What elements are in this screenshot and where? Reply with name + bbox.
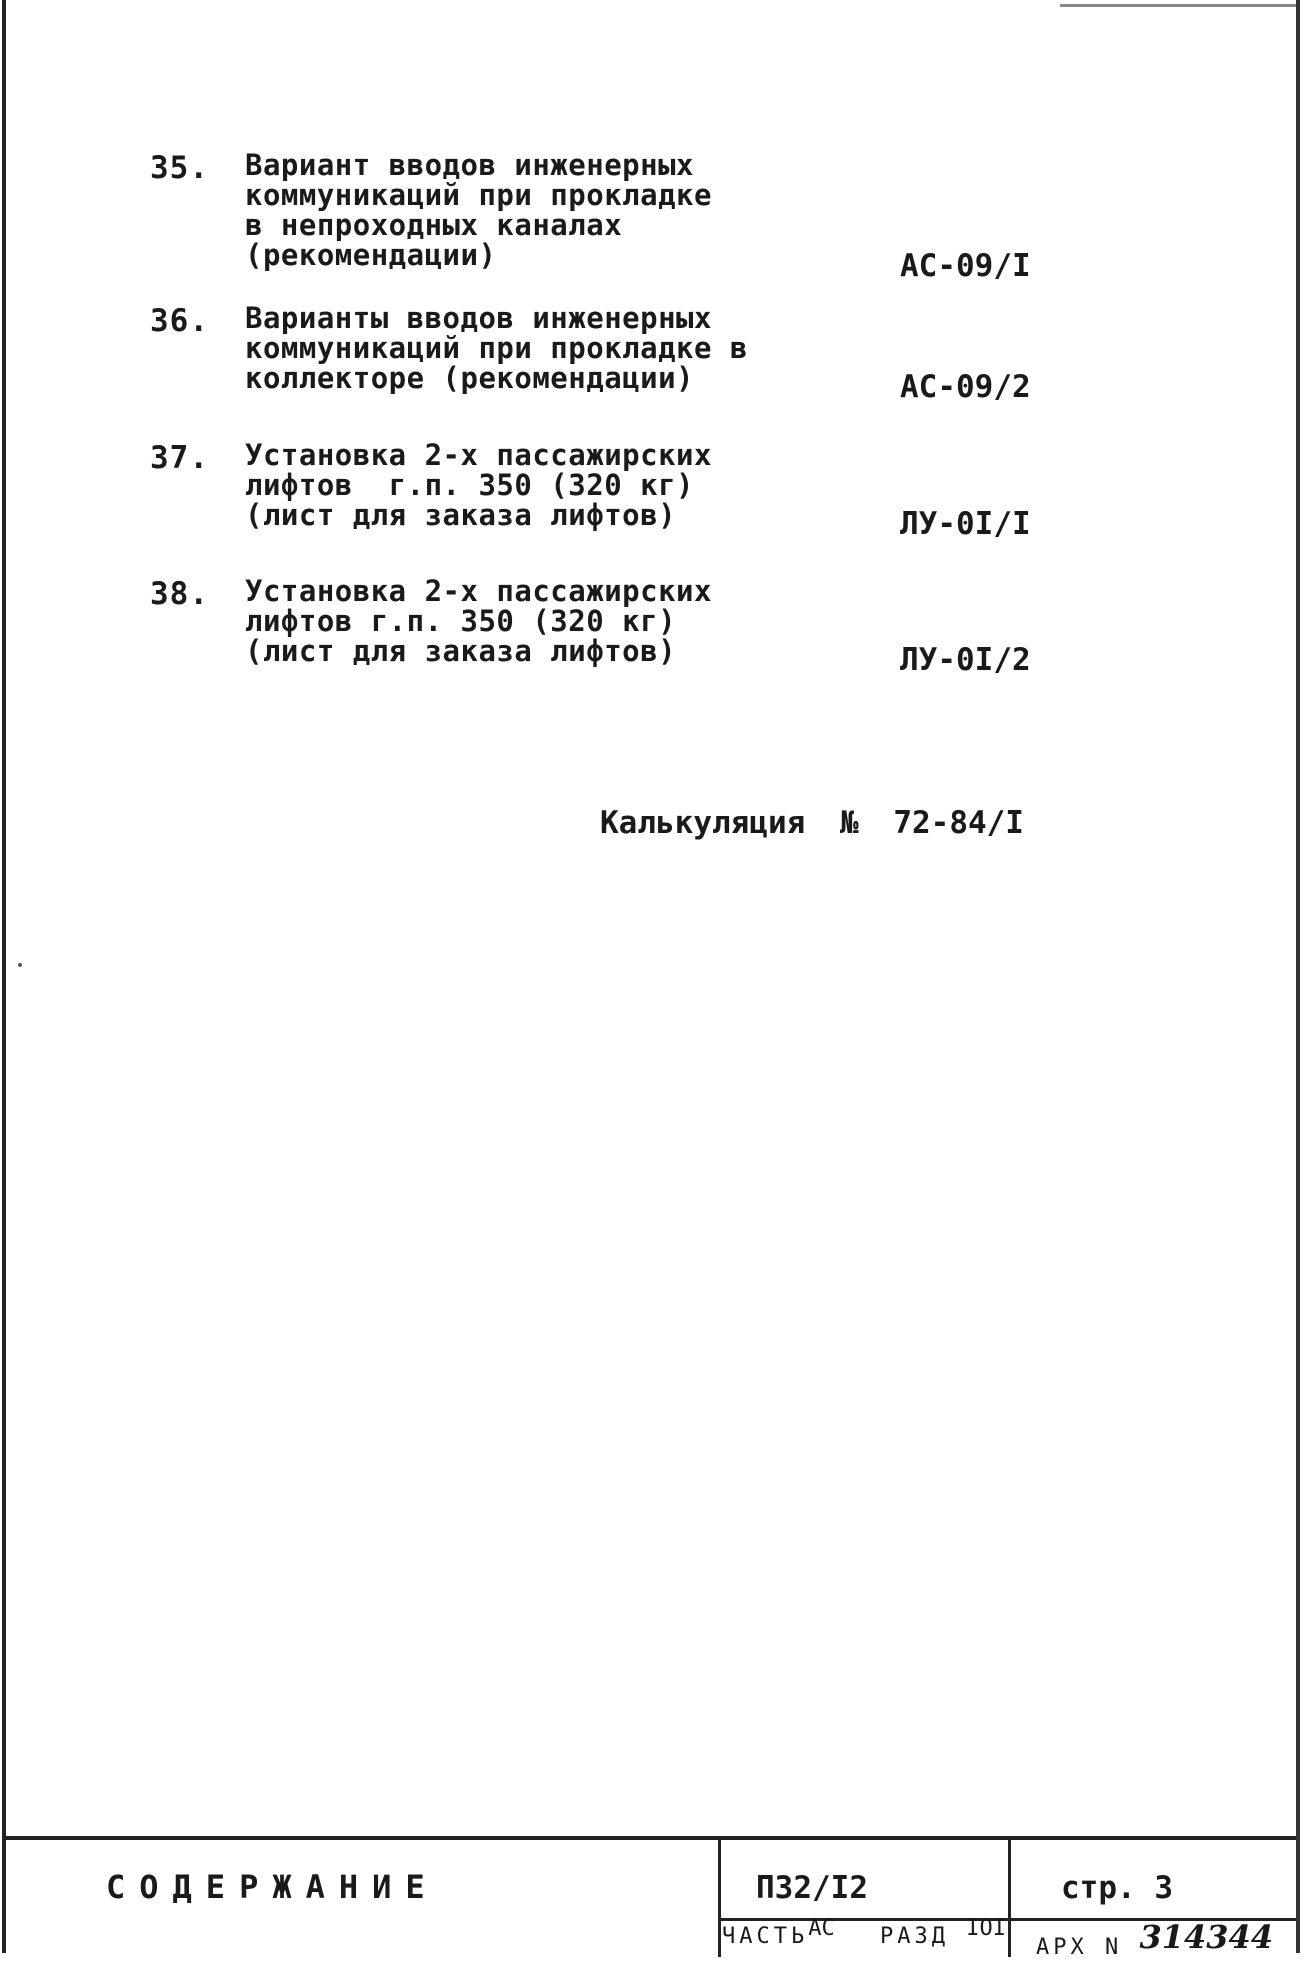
item-number: 38. (150, 576, 209, 612)
section-value: IOI (966, 1916, 1006, 1941)
archive-number: 314344 (1139, 1918, 1274, 1956)
item-code: АС-09/I (900, 248, 1031, 284)
archive-field (1036, 1918, 1274, 1962)
title-block (6, 1836, 1296, 1960)
part-field (722, 1916, 835, 1949)
frame-left-border (2, 0, 6, 1953)
archive-label: АРХ N (1036, 1935, 1123, 1960)
document-code: П32/I2 (756, 1870, 868, 1906)
item-description: Вариант вводов инженерных коммуникаций при прокладке в непроходных каналах (рекомендации) (245, 148, 712, 272)
number-sign: № (839, 805, 859, 841)
item-description: Варианты вводов инженерных коммуникаций при прокладке в коллекторе (рекомендации) (245, 301, 748, 395)
title-block-divider (718, 1840, 721, 1957)
calculation-reference (600, 805, 1040, 841)
page-number: стр. 3 (1061, 1870, 1173, 1906)
list-item (150, 148, 1050, 284)
item-number: 37. (150, 440, 209, 476)
calculation-number: 72-84/I (893, 805, 1024, 841)
frame-right-border (1296, 0, 1300, 1953)
part-label: ЧАСТЬ (722, 1924, 809, 1949)
item-number: 36. (150, 303, 209, 339)
item-number: 35. (150, 150, 209, 186)
part-value: АС (808, 1916, 835, 1941)
item-description: Установка 2-х пассажирских лифтов г.п. 350 (320 кг) (лист для заказа лифтов) (245, 574, 712, 668)
title-block-divider (1008, 1840, 1011, 1957)
scan-speck (18, 963, 22, 967)
document-title: СОДЕРЖАНИЕ (106, 1868, 439, 1906)
item-code: ЛУ-0I/I (900, 506, 1031, 542)
item-code: АС-09/2 (900, 369, 1031, 405)
item-description: Установка 2-х пассажирских лифтов г.п. 350 (320 кг) (лист для заказа лифтов) (245, 438, 712, 532)
list-item (150, 440, 1050, 540)
list-item (150, 576, 1050, 676)
item-code: ЛУ-0I/2 (900, 642, 1031, 678)
calculation-label: Калькуляция (600, 805, 806, 841)
section-field (880, 1916, 1006, 1949)
section-label: РАЗД (880, 1924, 949, 1949)
list-item (150, 303, 1050, 403)
frame-top-mark (1060, 4, 1296, 7)
